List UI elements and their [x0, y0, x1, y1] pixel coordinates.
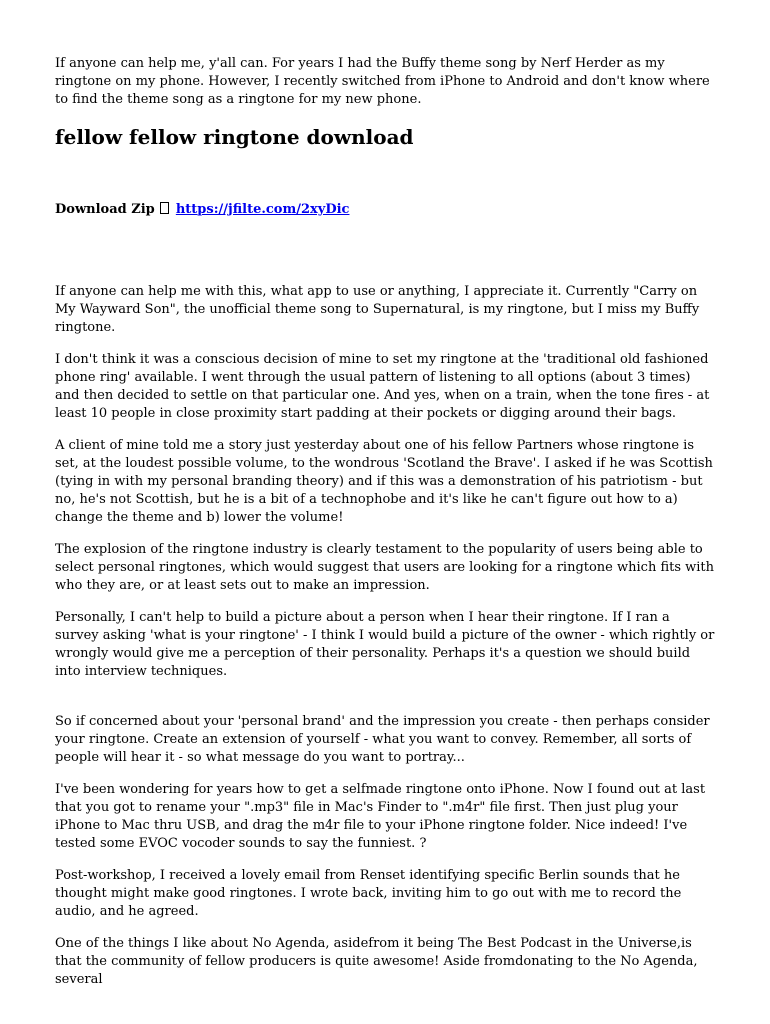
download-line [55, 201, 717, 219]
body-paragraph: The explosion of the ringtone industry is clearly testament to the popularity of users being able to select personal ringtones, which would suggest that users are looking for a ringtone which fits with who they are, or at least sets out to make an impression. [55, 542, 715, 593]
body-paragraph: So if concerned about your 'personal brand' and the impression you create - then perhaps consider your ringtone. Create an extension of yourself - what you want to convey. Remember, all sorts of people will hear it - so what message do you want to portray... [55, 714, 710, 765]
body-paragraph: Post-workshop, I received a lovely email from Renset identifying specific Berlin sounds that he thought might make good ringtones. I wrote back, inviting him to go out with me to record the audio, and he agreed. [55, 868, 682, 919]
body-paragraph: If anyone can help me with this, what app to use or anything, I appreciate it. Currently "Carry on My Wayward Son", the unofficial theme song to Supernatural, is my ringtone, but I miss my Buffy ringtone. [55, 284, 700, 335]
body-paragraph: One of the things I like about No Agenda, asidefrom it being The Best Podcast in the Universe,is that the community of fellow producers is quite awesome! Aside fromdonating to the No Agenda, several [55, 936, 698, 987]
page-title: fellow fellow ringtone download [55, 125, 414, 149]
missing-glyph-icon [160, 202, 169, 214]
download-link[interactable]: https://jfilte.com/2xyDic [175, 202, 350, 217]
download-label: Download Zip [55, 202, 155, 217]
body-paragraph: A client of mine told me a story just yesterday about one of his fellow Partners whose ringtone is set, at the loudest possible volume, to the wondrous 'Scotland the Brave'. I asked if he was Scottish (tying in with my personal branding theory) and if this was a demonstration of his patriotism - but no, he's not Scottish, but he is a bit of a technophobe and it's like he can't figure out how to a) change the theme and b) lower the volume! [55, 438, 713, 525]
document-page [55, 55, 717, 1003]
intro-paragraph: If anyone can help me, y'all can. For years I had the Buffy theme song by Nerf Herder as my ringtone on my phone. However, I recently switched from iPhone to Android and don't know where to find the theme song as a ringtone for my new phone. [55, 56, 710, 107]
body-paragraph: I've been wondering for years how to get a selfmade ringtone onto iPhone. Now I found out at last that you got to rename your ".mp3" file in Mac's Finder to ".m4r" file first. Then just plug your iPhone to Mac thru USB, and drag the m4r file to your iPhone ringtone folder. Nice indeed! I've tested some EVOC vocoder sounds to say the funniest. ? [55, 782, 706, 851]
body-paragraph: I don't think it was a conscious decision of mine to set my ringtone at the 'traditional old fashioned phone ring' available. I went through the usual pattern of listening to all options (about 3 times) and then decided to settle on that particular one. And yes, when on a train, when the tone fires - at least 10 people in close proximity start padding at their pockets or digging around their bags. [55, 352, 710, 421]
body-paragraph: Personally, I can't help to build a picture about a person when I hear their ringtone. If I ran a survey asking 'what is your ringtone' - I think I would build a picture of the owner - which rightly or wrongly would give me a perception of their personality. Perhaps it's a question we should build into interview techniques. [55, 610, 715, 679]
